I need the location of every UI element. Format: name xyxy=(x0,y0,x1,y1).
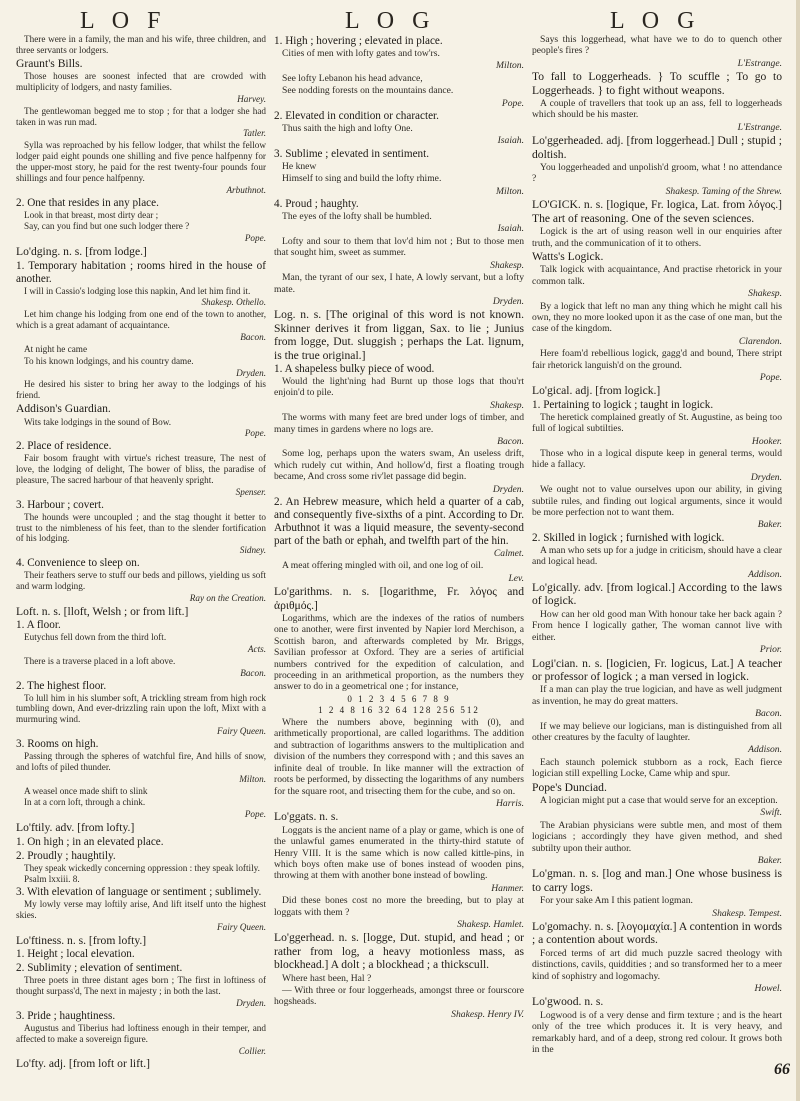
entry-text: To his known lodgings, and his country dame. xyxy=(24,355,194,366)
citation-source: Dryden. xyxy=(492,295,524,307)
entry-headword: Lo'gman. n. s. [log and man.] One whose business is to carry logs. xyxy=(532,867,782,894)
citation-source: Isaiah. xyxy=(497,223,524,235)
entry-text: At night he came xyxy=(24,343,88,354)
citation-source: Milton. xyxy=(239,773,266,784)
entry-text: The eyes of the lofty shall be humbled. xyxy=(282,211,432,223)
citation-source: Addison. xyxy=(748,568,782,580)
sense-definition: 2. The highest floor. xyxy=(16,679,107,692)
entry-text: Those who in a logical dispute keep in general terms, would hide a fallacy. xyxy=(532,448,782,471)
entry-text: Psalm lxxiii. 8. xyxy=(24,874,80,885)
entry-text: Say, can you find but one such lodger there ? xyxy=(24,221,190,232)
entry-headword: Lo'gical. adj. [from logick.] xyxy=(532,384,661,398)
entry-text: Passing through the spheres of watchful fire, And hills of snow, and lofts of piled thunder. xyxy=(16,751,266,772)
entry-text: There were in a family, the man and his wife, three children, and three servants or lodgers. xyxy=(16,34,266,55)
entry-headword: Lo'fty. adj. [from loft or lift.] xyxy=(16,1057,150,1071)
citation-source: Spenser. xyxy=(235,486,266,497)
citation-source: L'Estrange. xyxy=(737,57,782,69)
citation-source: Shakesp. Henry IV. xyxy=(451,1008,524,1020)
citation-source: Dryden. xyxy=(492,483,524,495)
citation-source: Fairy Queen. xyxy=(217,726,266,737)
citation-source: Pope. xyxy=(244,809,266,820)
entry-text: Eutychus fell down from the third loft. xyxy=(24,632,167,643)
entry-text: Look in that breast, most dirty dear ; xyxy=(24,209,159,220)
citation-source: Hanmer. xyxy=(491,882,524,894)
entry-text: How can her old good man With honour take her back again ? From hence I logically gather, The woman cannot live with either. xyxy=(532,608,782,643)
entry-text: You loggerheaded and unpolish'd groom, what ! no attendance ? xyxy=(532,162,782,185)
entry-text: Those houses are soonest infected that are crowded with multiplicity of lodgers, and nasty families. xyxy=(16,71,266,92)
citation-source: Collier. xyxy=(238,1045,266,1056)
entry-text: The Arabian physicians were subtle men, and most of them logicians ; accordingly they have given method, and shed subtilty upon their author. xyxy=(532,819,782,854)
citation-source: Acts. xyxy=(247,644,266,654)
entry-text: Here foam'd rebellious logick, gagg'd and bound, There stript fair rhetorick languish'd on the ground. xyxy=(532,348,782,371)
entry-headword: Lo'garithms. n. s. [logarithme, Fr. λόγος and ἀριθμός.] xyxy=(274,585,524,612)
sense-definition: 3. Harbour ; covert. xyxy=(16,498,104,511)
entry-text: Where the numbers above, beginning with (0), and arithmetically proportional, are called logarithms. The addition and subtraction of logarithms answers to the multiplication and division of the numbers they correspond with ; and this saves an infinite deal of trouble. In like manner will the extraction of roots be performed, by dissecting the logarithms of any numbers for the square root, and trisecting them for the cube, and so on. xyxy=(274,717,524,797)
citation-source: Milton. xyxy=(496,185,524,197)
entry-text: Their feathers serve to stuff our beds and pillows, yielding us soft and warm lodging. xyxy=(16,570,266,592)
citation-source: Dryden. xyxy=(236,367,266,378)
column-right xyxy=(532,34,782,1074)
entry-text: — With three or four loggerheads, amongst three or fourscore hogsheads. xyxy=(274,985,524,1008)
column-middle xyxy=(274,34,524,1074)
entry-text: There is a traverse placed in a loft above. xyxy=(24,655,176,666)
citation-source: Lev. xyxy=(508,572,524,584)
entry-text: Sylla was reproached by his fellow lodger, that whilst the fellow lodger paid eight pounds one shilling and five pence halfpenny for the upper-most story, he paid for the rest twenty-four pounds four shillings and four pence halfpenny. xyxy=(16,140,266,183)
column-left xyxy=(16,34,266,1074)
sense-definition: 2. Skilled in logick ; furnished with logick. xyxy=(532,531,725,544)
citation-source: Shakesp. Hamlet. xyxy=(457,918,524,930)
sense-definition: 3. Sublime ; elevated in sentiment. xyxy=(274,147,430,160)
citation-source: Bacon. xyxy=(240,667,266,678)
citation-source: Pope. xyxy=(501,97,524,109)
citation-source: Bacon. xyxy=(755,708,782,720)
entry-headword: Graunt's Bills. xyxy=(16,56,83,70)
entry-text: Man, the tyrant of our sex, I hate, A lowly servant, but a lofty mate. xyxy=(274,272,524,295)
sense-definition: 1. A floor. xyxy=(16,619,61,632)
entry-text: Logarithms, which are the indexes of the ratios of numbers one to another, were first invented by Napier lord Merchison, a Scottish baron, and afterwards completed by Mr. Briggs, Savilian professor at Oxford. They are a series of artificial numbers contrived for the expedition of calculation, and proceeding in an arithmetical proportion, as the numbers they answer to do in a geometrical one ; for instance, xyxy=(274,613,524,693)
entry-text: Wits take lodgings in the sound of Bow. xyxy=(24,416,172,427)
entry-text: Would the light'ning had Burnt up those logs that thou'rt enjoin'd to pile. xyxy=(274,375,524,399)
entry-headword: Logi'cian. n. s. [logicien, Fr. logicus, Lat.] A teacher or professor of logick ; a man versed in logick. xyxy=(532,656,782,683)
sense-definition: 2. Elevated in condition or character. xyxy=(274,110,439,123)
entry-text: We ought not to value ourselves upon our ability, in giving subtile rules, and finding out logical arguments, since it would be more perfection not to want them. xyxy=(532,484,782,519)
running-header xyxy=(0,8,800,36)
citation-source: Prior. xyxy=(759,644,782,656)
citation-source: Howel. xyxy=(754,983,782,995)
citation-source: Isaiah. xyxy=(497,135,524,147)
citation-source: Shakesp. xyxy=(490,259,524,271)
entry-headword: Lo'gwood. n. s. xyxy=(532,995,604,1009)
citation-source: Shakesp. Tempest. xyxy=(712,907,782,919)
entry-text: Fair bosom fraught with virtue's richest treasure, The nest of love, the lodging of delight, The bower of bliss, the paradise of pleasure, The sacred harbour of that heavenly spright. xyxy=(16,453,266,485)
sense-definition: 1. High ; hovering ; elevated in place. xyxy=(274,35,443,47)
citation-source: Shakesp. xyxy=(748,288,782,300)
citation-source: Shakesp. Othello. xyxy=(201,297,266,308)
entry-text: In at a corn loft, through a chink. xyxy=(24,797,146,808)
columns xyxy=(16,34,788,1074)
entry-text: Talk logick with acquaintance, And practise rhetorick in your common talk. xyxy=(532,264,782,287)
entry-text: A man who sets up for a judge in criticism, should have a clear and logical head. xyxy=(532,544,782,568)
citation-source: Harvey. xyxy=(237,93,266,104)
entry-headword: Lo'ftily. adv. [from lofty.] xyxy=(16,821,135,835)
entry-text: If a man can play the true logician, and have as well judgment as invention, he may do great matters. xyxy=(532,684,782,707)
entry-text: My lowly verse may loftily arise, And lift itself unto the highest skies. xyxy=(16,899,266,921)
sense-definition: 4. Convenience to sleep on. xyxy=(16,557,140,570)
sense-definition: 4. Proud ; haughty. xyxy=(274,198,359,211)
entry-text: Cities of men with lofty gates and tow'rs. xyxy=(282,48,440,59)
entry-headword: Loft. n. s. [lloft, Welsh ; or from lift.] xyxy=(16,604,189,618)
citation-source: Pope. xyxy=(759,371,782,383)
entry-headword: Lo'gically. adv. [from logical.] According to the laws of logick. xyxy=(532,581,782,608)
page-edge xyxy=(796,0,800,1101)
sense-definition: 2. One that resides in any place. xyxy=(16,196,159,209)
citation-source: Shakesp. Taming of the Shrew. xyxy=(665,185,782,197)
citation-source: Pope. xyxy=(244,428,266,439)
sense-definition: 2. Sublimity ; elevation of sentiment. xyxy=(16,962,183,975)
citation-source: Clarendon. xyxy=(738,335,782,347)
header-center: L O G xyxy=(345,8,436,34)
entry-text: See lofty Lebanon his head advance, xyxy=(282,72,423,84)
entry-text: To lull him in his slumber soft, A trickling stream from high rock tumbling down, And ever-drizzling rain upon the loft, Mixt with a murmuring wind. xyxy=(16,692,266,725)
page-number: 66 xyxy=(774,1061,790,1078)
citation-source: Fairy Queen. xyxy=(217,922,266,933)
sense-definition: 3. Rooms on high. xyxy=(16,738,99,751)
sense-definition: 2. Place of residence. xyxy=(16,440,112,453)
header-right: L O G xyxy=(610,8,701,34)
entry-text: A weasel once made shift to slink xyxy=(24,785,148,796)
entry-text: Says this loggerhead, what have we to do to quench other people's fires ? xyxy=(532,34,782,57)
entry-text: The worms with many feet are bred under logs of timber, and many times in gardens where no logs are. xyxy=(274,412,524,435)
entry-text: Did these bones cost no more the breeding, but to play at loggats with them ? xyxy=(274,895,524,918)
citation-source: Pope. xyxy=(244,233,266,244)
entry-text: Logick is the art of using reason well in our enquiries after truth, and the communication of it to others. xyxy=(532,226,782,249)
entry-text: Forced terms of art did much puzzle sacred theology with distinctions, cavils, quiddities ; and so transformed her to a meer kind of sophistry and logomachy. xyxy=(532,947,782,982)
sense-definition: 1. A shapeless bulky piece of wood. xyxy=(274,362,435,375)
entry-headword: To fall to Loggerheads. } To scuffle ; To go to Loggerheads. } to fight without weapons. xyxy=(532,70,782,97)
entry-text: A couple of travellers that took up an ass, fell to loggerheads which should be his master. xyxy=(532,98,782,121)
entry-text: I will in Cassio's lodging lose this napkin, And let him find it. xyxy=(24,285,251,296)
citation-source: Dryden. xyxy=(750,471,782,483)
header-left: L O F xyxy=(80,8,167,34)
sense-definition: 3. With elevation of language or sentiment ; sublimely. xyxy=(16,886,262,899)
entry-text: Augustus and Tiberius had loftiness enough in their temper, and affected to make a sovereign figure. xyxy=(16,1022,266,1044)
citation-source: Hooker. xyxy=(751,435,782,447)
citation-source: Tatler. xyxy=(243,128,266,139)
entry-headword: Lo'ftiness. n. s. [from lofty.] xyxy=(16,933,147,947)
citation-source: Shakesp. xyxy=(490,399,524,411)
entry-text: A meat offering mingled with oil, and one log of oil. xyxy=(282,560,484,572)
number-row: 1 2 4 8 16 32 64 128 256 512 xyxy=(318,705,480,716)
citation-source: Calmet. xyxy=(493,548,524,559)
citation-source: Bacon. xyxy=(497,435,524,447)
sense-definition: 2. An Hebrew measure, which held a quarter of a cab, and consequently five-sixths of a pint. According to Dr. Arbuthnot it was a liquid measure, the seventy-second part of the bath or ephah, and twelfth part of the hin. xyxy=(274,496,524,547)
entry-headword: Lo'ggerheaded. adj. [from loggerhead.] Dull ; stupid ; doltish. xyxy=(532,134,782,161)
entry-text: Some log, perhaps upon the waters swam, An useless drift, which rudely cut within, And hollow'd, first a floating trough became, And cross some riv'let passage did begin. xyxy=(274,448,524,483)
sense-definition: 1. Pertaining to logick ; taught in logick. xyxy=(532,398,714,411)
entry-text: Loggats is the ancient name of a play or game, which is one of the unlawful games enumerated in the thirty-third statute of Henry VIII. It is the same which is now called kittle-pins, in which boys often make use of bones instead of wooden pins, throwing at them with another bone instead of bowling. xyxy=(274,824,524,882)
citation-source: Milton. xyxy=(496,60,524,72)
citation-source: Sidney. xyxy=(239,545,266,556)
citation-source: Dryden. xyxy=(236,998,266,1008)
citation-source: Baker. xyxy=(757,519,782,531)
entry-text: They speak wickedly concerning oppression : they speak loftily. xyxy=(24,862,260,873)
citation-source: Ray on the Creation. xyxy=(189,592,266,603)
entry-text: See nodding forests on the mountains dance. xyxy=(282,85,454,97)
entry-text: He desired his sister to bring her away to the lodgings of his friend. xyxy=(16,379,266,401)
citation-source: L'Estrange. xyxy=(737,121,782,133)
entry-text: If we may believe our logicians, man is distinguished from all other creatures by the faculty of laughter. xyxy=(532,720,782,743)
entry-headword: Lo'ggats. n. s. xyxy=(274,810,339,824)
entry-text: Logwood is of a very dense and firm texture ; and is the heart only of the tree which produces it. It is very heavy, and remarkably hard, and of a deep, strong red colour. It grows both in the xyxy=(532,1009,782,1056)
entry-text: By a logick that left no man any thing which he might call his own, they no more looked upon it as the case of one man, but the case of the kingdom. xyxy=(532,300,782,335)
sense-definition: 2. Proudly ; haughtily. xyxy=(16,849,116,862)
entry-text: Let him change his lodging from one end of the town to another, which is a great adamant of acquaintance. xyxy=(16,309,266,331)
entry-headword: Lo'ggerhead. n. s. [logge, Dut. stupid, and head ; or rather from log, a heavy motionless mass, as blockhead.] A dolt ; a blockhead ; a thickscull. xyxy=(274,931,524,972)
entry-text: He knew xyxy=(282,160,317,172)
sense-definition: 3. Pride ; haughtiness. xyxy=(16,1009,116,1022)
citation-source: Arbuthnot. xyxy=(226,184,266,195)
entry-headword: Lo'gomachy. n. s. [λογομαχία.] A contention in words ; a contention about words. xyxy=(532,920,782,947)
entry-text: For your sake Am I this patient logman. xyxy=(540,895,693,907)
entry-headword: Watts's Logick. xyxy=(532,249,604,263)
entry-text: The hounds were uncoupled ; and the stag thought it better to trust to the nimbleness of his feet, than to the slender fortification of his lodging. xyxy=(16,511,266,544)
entry-headword: LO'GICK. n. s. [logique, Fr. logica, Lat. from λόγος.] The art of reasoning. One of the seven sciences. xyxy=(532,198,782,225)
entry-text: Thus saith the high and lofty One. xyxy=(282,123,413,135)
citation-source: Baker. xyxy=(757,855,782,866)
entry-text: Lofty and sour to them that lov'd him not ; But to those men that sought him, sweet as summer. xyxy=(274,235,524,259)
entry-headword: Pope's Dunciad. xyxy=(532,780,607,794)
citation-source: Swift. xyxy=(760,807,782,819)
entry-text: A logician might put a case that would serve for an exception. xyxy=(540,794,778,806)
entry-headword: Addison's Guardian. xyxy=(16,402,111,416)
entry-text: Where hast been, Hal ? xyxy=(282,972,372,984)
sense-definition: 1. On high ; in an elevated place. xyxy=(16,835,164,848)
entry-text: Himself to sing and build the lofty rhime. xyxy=(282,173,442,185)
citation-source: Addison. xyxy=(748,744,782,756)
sense-definition: 1. Height ; local elevation. xyxy=(16,948,135,961)
entry-headword: Lo'dging. n. s. [from lodge.] xyxy=(16,245,147,259)
entry-text: Each staunch polemick stubborn as a rock, Each fierce logician still expelling Locke, Came whip and spur. xyxy=(532,756,782,780)
citation-source: Bacon. xyxy=(240,332,266,342)
entry-headword: Log. n. s. [The original of this word is not known. Skinner derives it from liggan, Sax. to lie ; Junius from logge, Dut. sluggish ; perhaps the Lat. lignum, is the true original.] xyxy=(274,308,524,362)
sense-definition: 1. Temporary habitation ; rooms hired in the house of another. xyxy=(16,259,266,285)
entry-text: Three poets in three distant ages born ; The first in loftiness of thought surpass'd, The next in majesty ; in both the last. xyxy=(16,975,266,997)
citation-source: Harris. xyxy=(496,797,524,809)
entry-text: The heretick complained greatly of St. Augustine, as being too full of logical subtilties. xyxy=(532,411,782,435)
number-row: 0 1 2 3 4 5 6 7 8 9 xyxy=(347,693,451,704)
entry-text: The gentlewoman begged me to stop ; for that a lodger she had taken in was run mad. xyxy=(16,105,266,127)
